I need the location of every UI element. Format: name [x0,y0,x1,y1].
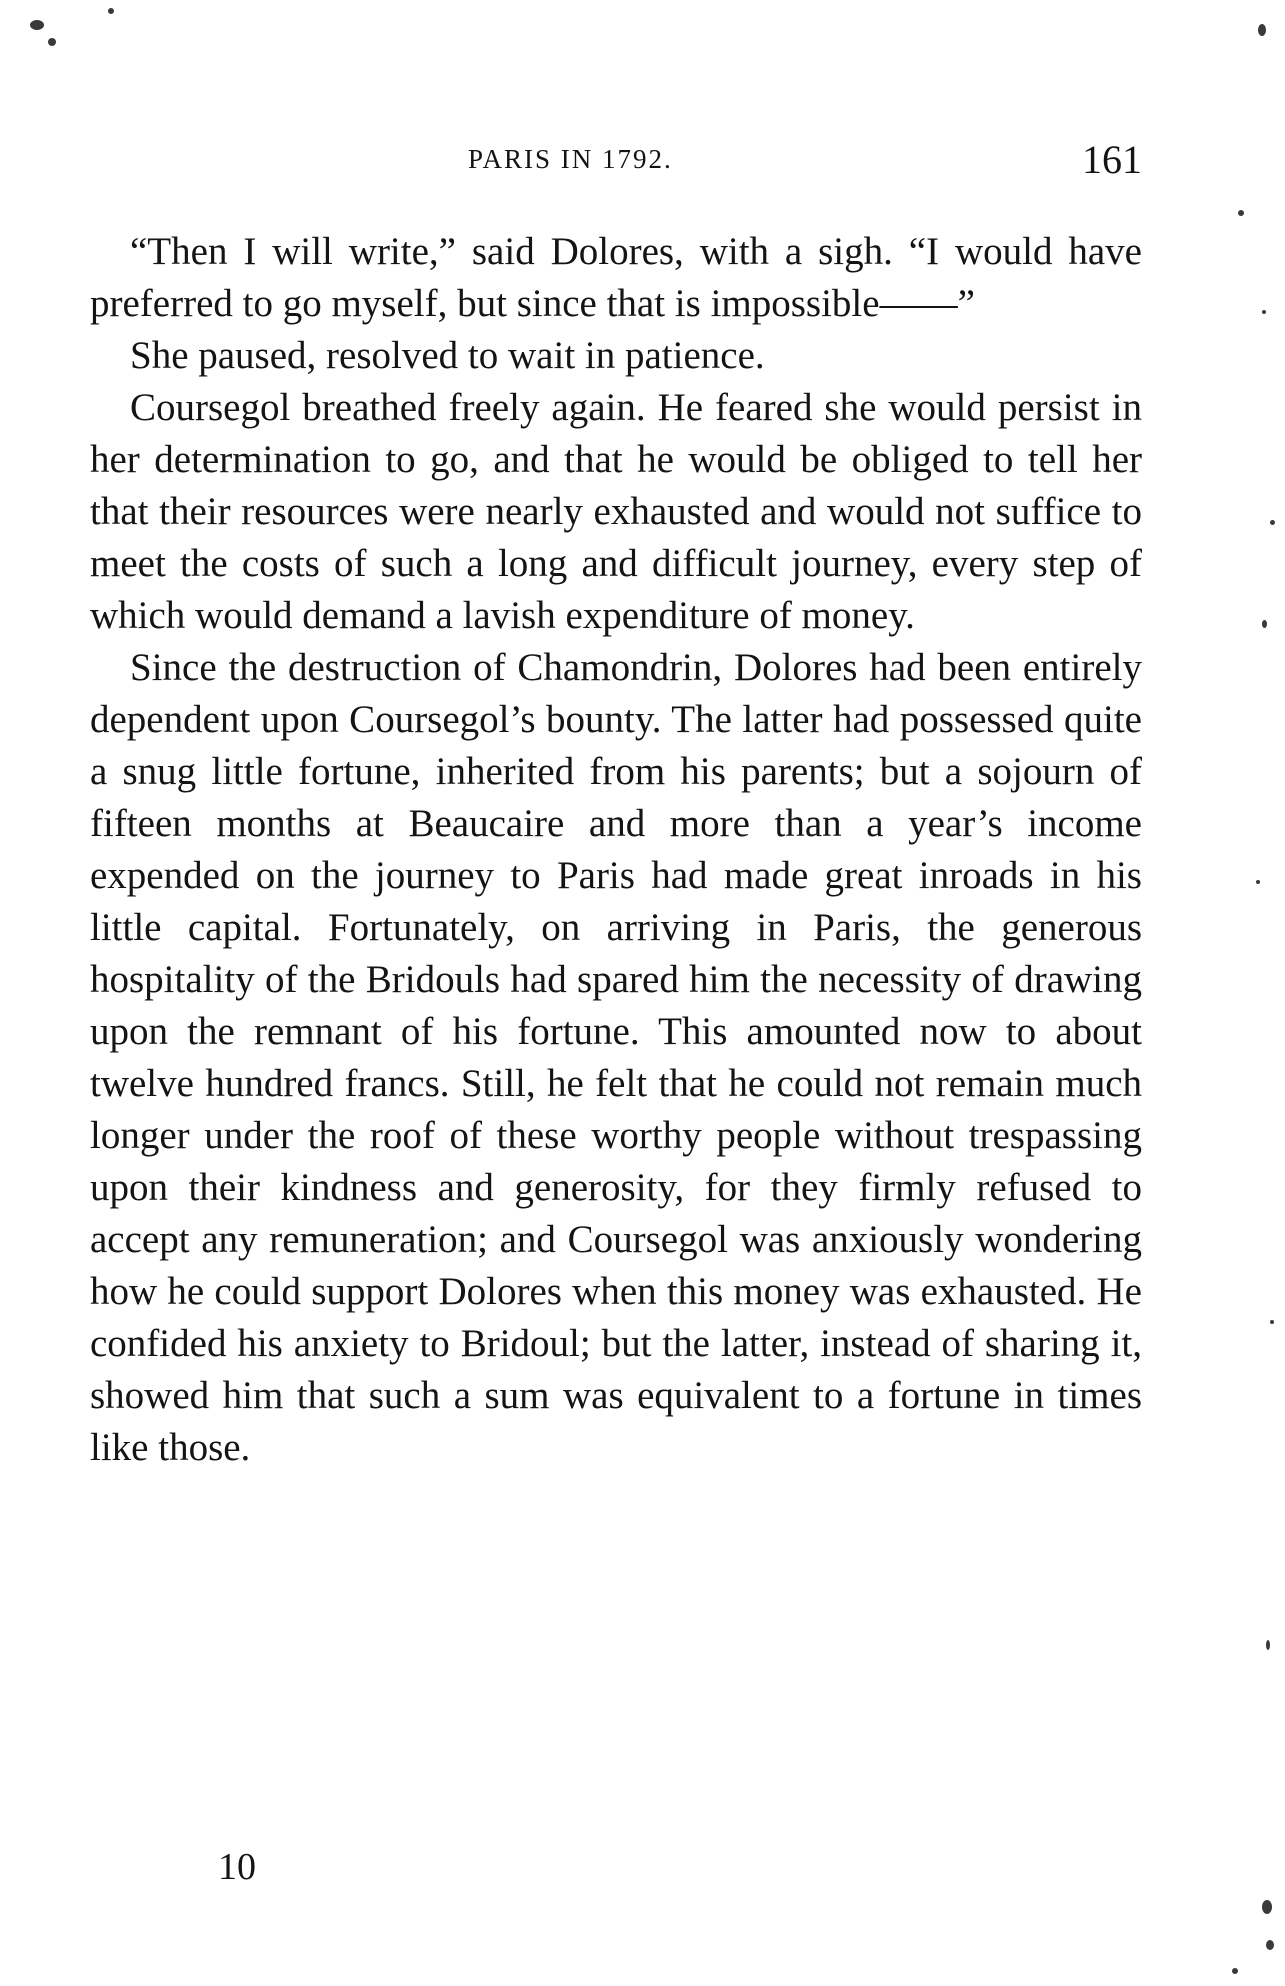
paragraph-pause: She paused, resolved to wait in patience. [130,334,765,377]
scan-speck [1258,24,1266,36]
scan-speck [1270,520,1275,525]
running-title: PARIS IN 1792. [468,144,673,174]
scan-speck [1238,210,1244,216]
scan-speck [1270,1320,1274,1324]
scan-speck [108,8,114,14]
scan-speck [1262,620,1267,628]
scan-speck [48,38,56,46]
signature-mark: 10 [218,1846,256,1888]
scan-speck [1232,1968,1238,1974]
paragraph-fortune: Since the destruction of Chamondrin, Dolores had been entirely dependent upon Coursegol’s bounty. The latter had possessed quite a snug little fortune, inherited from his parents; but a sojourn of fifteen months at Beaucaire and more than a year’s income expended on the journey to Paris had made great inroads in his little capital. Fortunately, on arriving in Paris, the generous hospitality of the Bridouls had spared him the necessity of drawing upon the remnant of his fortune. This amounted now to about twelve hundred francs. Still, he felt that he could not remain much longer under the roof of these worthy people without trespassing upon their kindness and generosity, for they firmly refused to accept any remuneration; and Coursegol was anxiously wondering how he could support Dolores when this money was exhausted. He confided his anxiety to Bridoul; but the latter, instead of sharing it, showed him that such a sum was equivalent to a fortune in times like those. [90,646,1142,1469]
body-text [90,226,1142,1474]
scan-speck [1266,1940,1274,1950]
page-number: 161 [1082,137,1142,182]
scan-speck [30,20,44,30]
scan-speck [1262,310,1266,314]
paragraph-dialogue: “Then I will write,” said Dolores, with a sigh. “I would have preferred to go myself, but since that is impossible——” [90,230,1142,325]
scan-speck [1262,1900,1272,1914]
scan-speck [1266,1640,1270,1650]
running-head [90,136,1142,186]
scan-speck [1256,880,1260,884]
paragraph-coursegol-relief: Coursegol breathed freely again. He feared she would persist in her determination to go, and that he would be obliged to tell her that their resources were nearly exhausted and would not suffice to meet the costs of such a long and difficult journey, every step of which would demand a lavish expenditure of money. [90,386,1142,637]
